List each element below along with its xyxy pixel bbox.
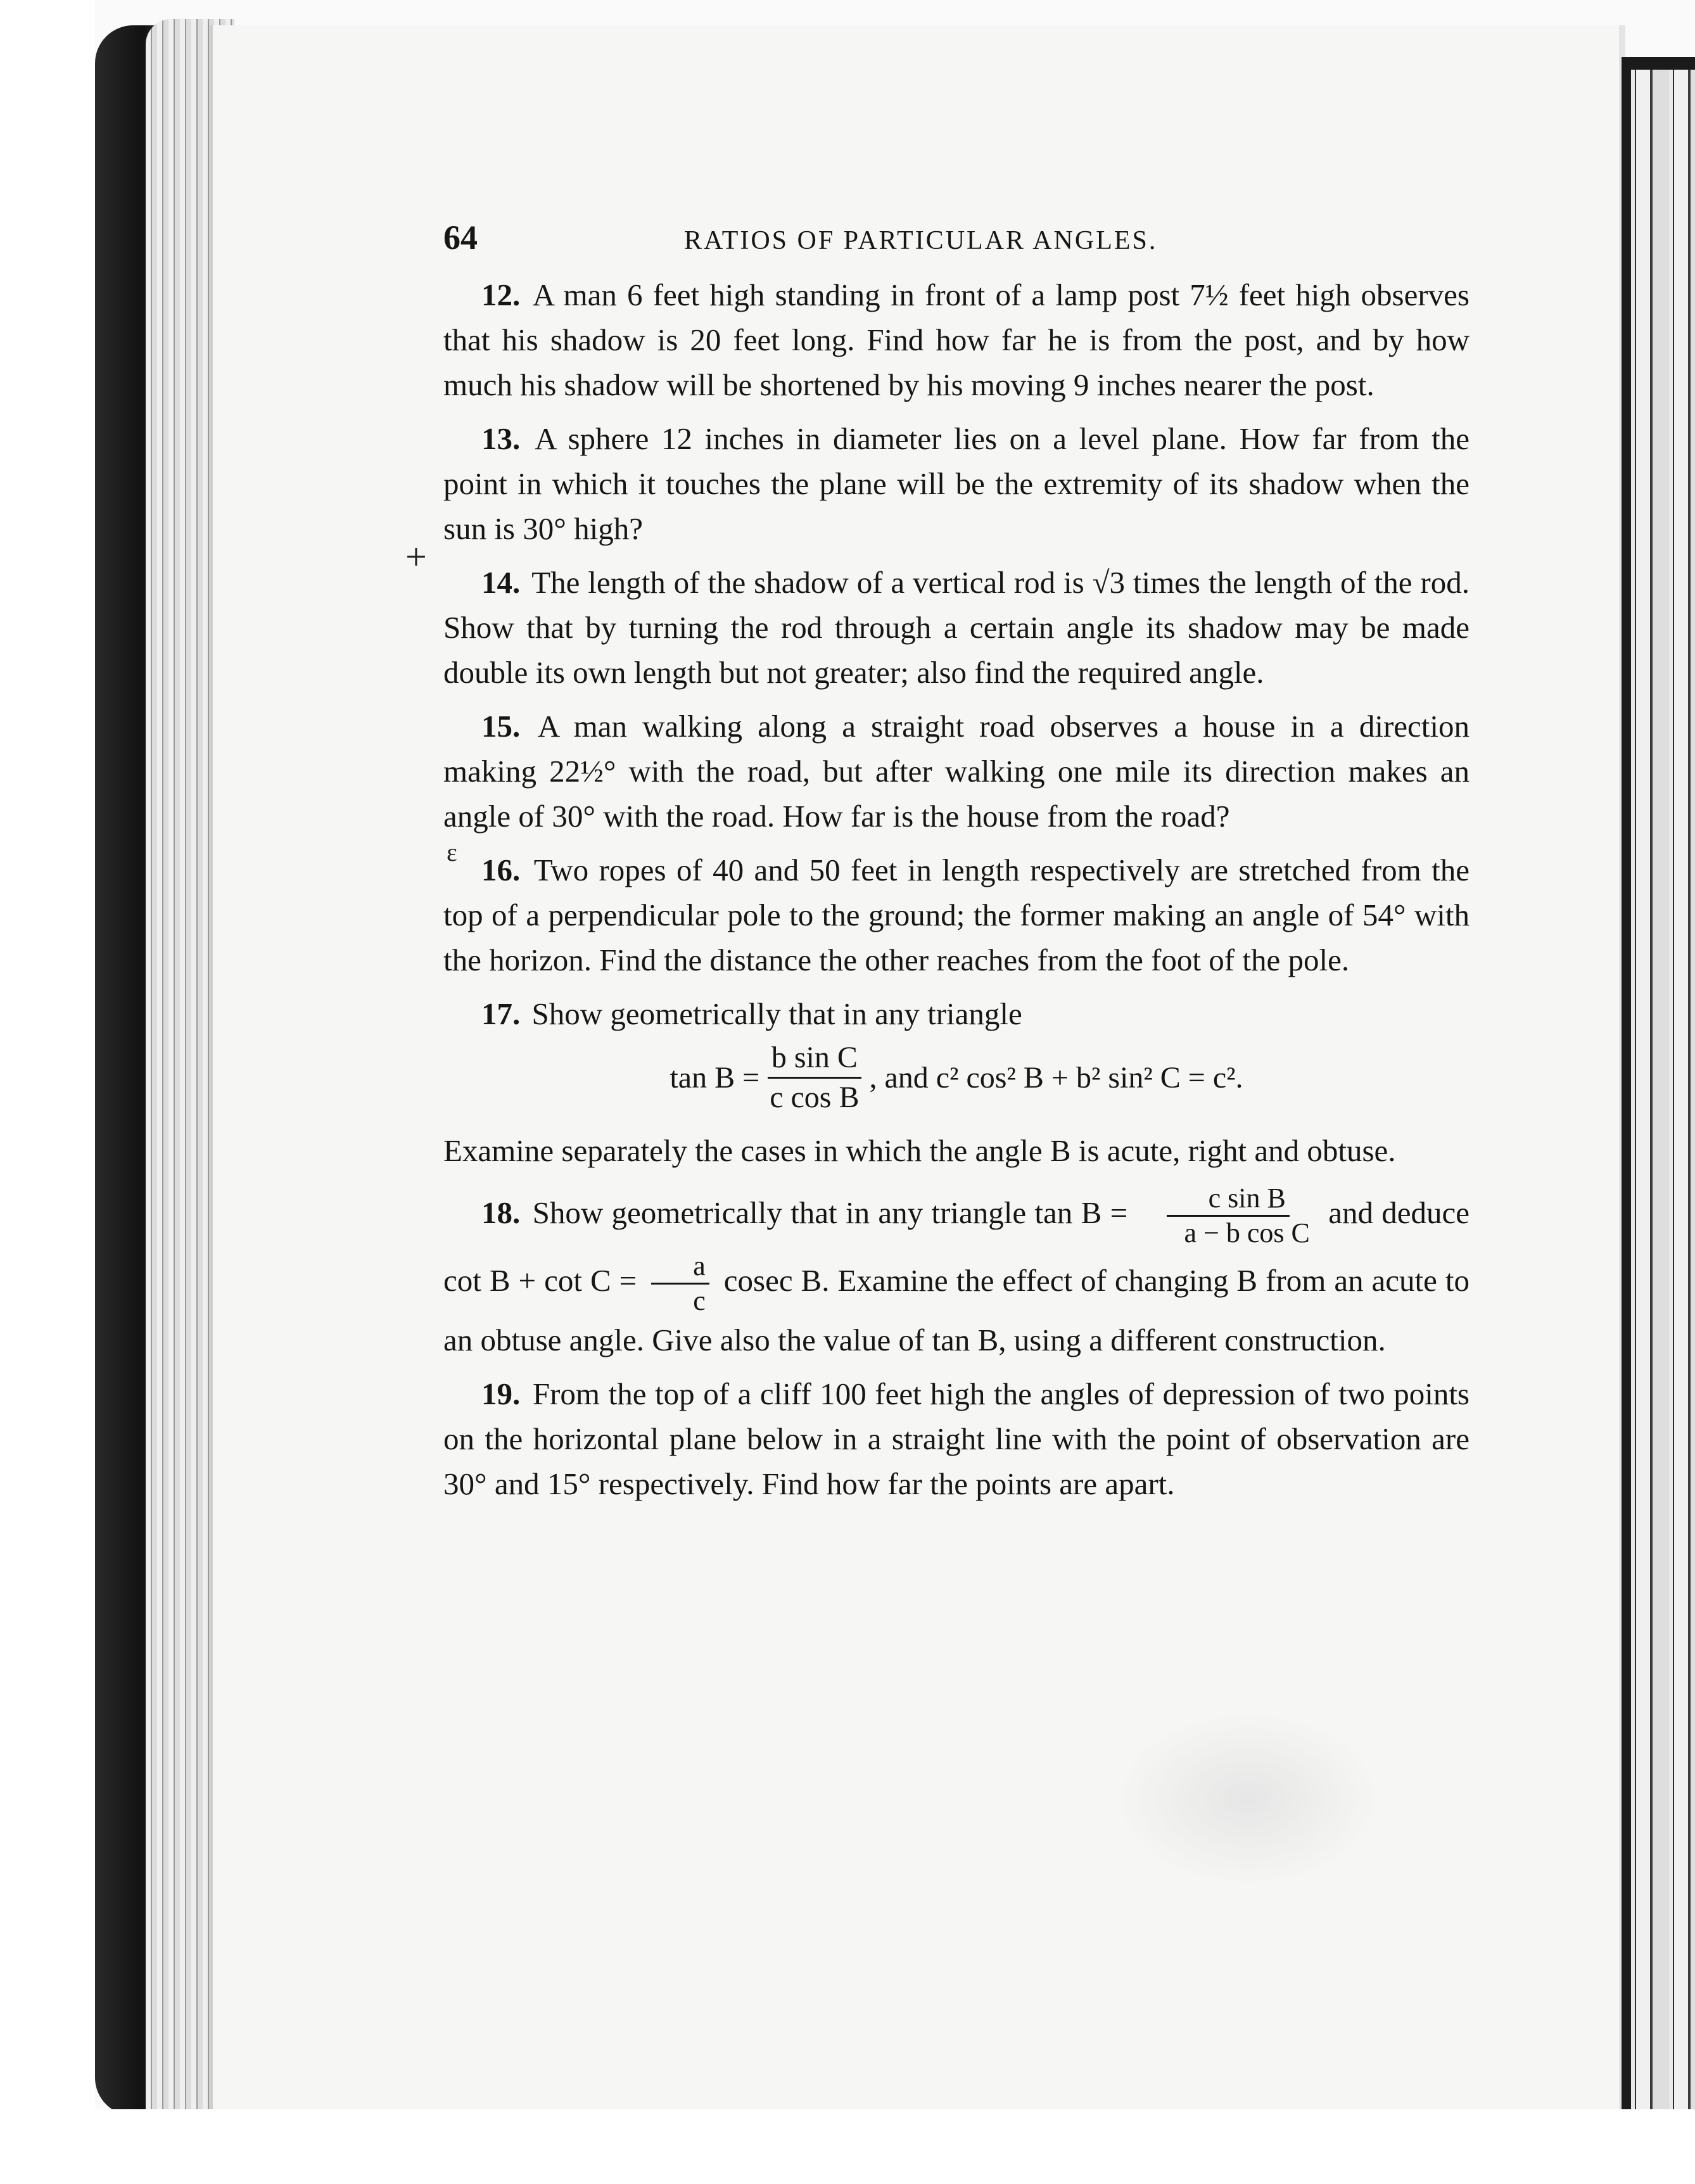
problem-number: 17.	[481, 996, 521, 1031]
problem-number: 14.	[481, 565, 521, 600]
problem-number: 18.	[481, 1195, 521, 1230]
facing-page-edges	[1631, 70, 1695, 2122]
problem-number: 12.	[481, 277, 521, 312]
fraction-denominator: c	[693, 1285, 706, 1316]
problem-text: A sphere 12 inches in diameter lies on a level plane. How far from the point in which it touches the plane will be the extremity of its shadow when the sun is 30° high?	[443, 421, 1470, 546]
problem-text: Show geometrically that in any triangle	[531, 996, 1022, 1031]
margin-cross-mark: +	[405, 536, 427, 578]
page-number: 64	[443, 219, 478, 257]
margin-pencil-mark: ɛ	[447, 838, 457, 867]
problem-text: From the top of a cliff 100 feet high the angles of depression of two points on the horizontal plane below in a straight line with the point of observation are 30° and 15° respectively. Find how far the points are apart.	[443, 1376, 1470, 1501]
problem-13	[443, 416, 1470, 551]
problem-number: 19.	[481, 1376, 521, 1411]
formula-lhs: tan B =	[670, 1060, 760, 1095]
fraction-numerator: a	[651, 1250, 709, 1285]
problem-17	[443, 991, 1470, 1036]
scan-margin	[0, 0, 95, 2184]
fraction	[1143, 1182, 1314, 1250]
problem-19	[443, 1371, 1470, 1506]
fraction-numerator: b sin C	[768, 1039, 861, 1079]
problem-text: Two ropes of 40 and 50 feet in length respectively are stretched from the top of a perpendicular pole to the ground; the former making an angle of 54° with the horizon. Find the distance the other reaches from the foot of the pole.	[443, 853, 1470, 977]
fraction	[651, 1250, 709, 1317]
fraction-numerator: c sin B	[1167, 1182, 1290, 1217]
problem-12	[443, 272, 1470, 407]
problem-14	[443, 560, 1470, 695]
page-header	[443, 215, 1470, 272]
formula-rhs: , and c² cos² B + b² sin² C = c².	[869, 1060, 1243, 1095]
fraction-denominator: c cos B	[770, 1081, 860, 1114]
problem-15	[443, 704, 1470, 839]
problem-text: A man walking along a straight road observes a house in a direction making 22½° with the road, but after walking one mile its direction makes an angle of 30° with the road. How far is the house from the road?	[443, 709, 1470, 834]
problem-text: The length of the shadow of a vertical rod is √3 times the length of the rod. Show that by turning the rod through a certain angle its shadow may be made double its own length but not greater; also find the required angle.	[443, 565, 1470, 690]
running-title: RATIOS OF PARTICULAR ANGLES.	[684, 226, 1158, 255]
problem-number: 16.	[481, 853, 521, 887]
problem-16	[443, 848, 1470, 982]
problem-text: cosec B. Examine the effect of changing B from an acute to an obtuse angle. Give also the value of tan B, using a different construction.	[443, 1262, 1470, 1357]
fraction	[766, 1039, 863, 1117]
problem-number: 15.	[481, 709, 521, 744]
problem-text: A man 6 feet high standing in front of a lamp post 7½ feet high observes that his shadow is 20 feet long. Find how far he is from the post, and by how much his shadow will be shortened by his moving 9 inches nearer the post.	[443, 277, 1470, 402]
problem-text: and deduce cot B + cot C =	[443, 1195, 1470, 1298]
problem-18	[443, 1182, 1470, 1362]
problem-number: 13.	[481, 421, 521, 456]
fraction-denominator: a − b cos C	[1184, 1217, 1310, 1248]
problem-17-continuation: Examine separately the cases in which the angle B is acute, right and obtuse.	[443, 1133, 1396, 1168]
page-content	[443, 215, 1470, 1515]
scan-bottom-margin	[0, 2109, 1695, 2184]
problem-text: Show geometrically that in any triangle tan B =	[532, 1195, 1128, 1230]
formula-17	[443, 1039, 1470, 1117]
scan-smudge	[1115, 1710, 1381, 1888]
